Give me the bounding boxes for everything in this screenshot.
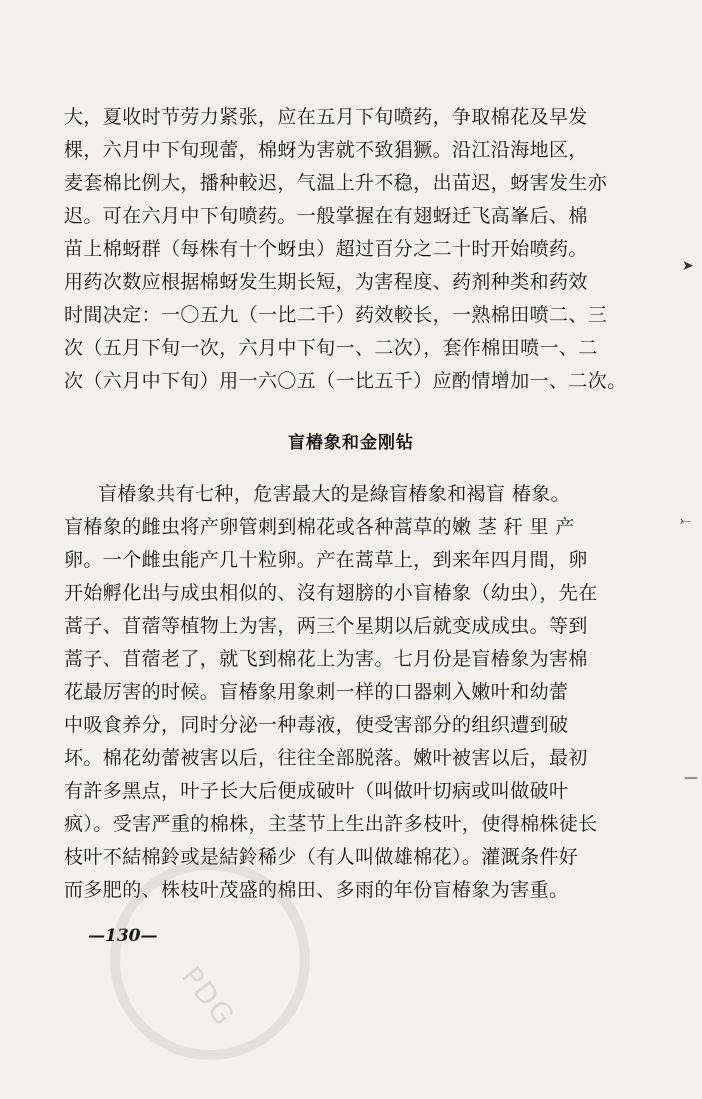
text-line: 大，夏收时节劳力紧张，应在五月下旬喷药，争取棉花及早发 [64,106,588,128]
text-line: 时間决定：一〇五九（一比二千）药效較长，一熟棉田喷二、三 [64,304,608,326]
text-line: 棵，六月中下旬现蕾，棉蚜为害就不致猖獗。沿江沿海地区， [64,139,588,161]
text-line: 坏。棉花幼蕾被害以后，往往全部脱落。嫩叶被害以后，最初 [64,747,588,769]
text-line: 开始孵化出与成虫相似的、沒有翅膀的小盲椿象（幼虫），先在 [64,582,598,604]
page-number: —130— [88,926,158,946]
text-line: 疯）。受害严重的棉株，主茎节上生出許多枝叶，使得棉株徒长 [64,813,598,835]
text-line: 次（五月下旬一次，六月中下旬一、二次），套作棉田喷一、二 [64,337,598,359]
text-line: 盲椿象共有七种，危害最大的是綠盲椿象和褐盲 椿象。 [98,483,571,505]
text-line: 次（六月中下旬）用一六〇五（一比五千）应酌情增加一、二次。 [64,370,627,392]
text-line: 盲椿象的雌虫将产卵管刺到棉花或各种蒿草的嫩 茎 秆 里 产 [64,516,575,538]
watermark-text: PDG [174,960,242,1033]
text-line: 中吸食养分，同时分泌一种毒液，使受害部分的组织遭到破 [64,714,569,736]
text-line: 枝叶不結棉鈴或是結鈴稀少（有人叫做雄棉花）。灌溉条件好 [64,846,579,868]
text-line: 而多肥的、株枝叶茂盛的棉田、多雨的年份盲椿象为害重。 [64,879,569,901]
text-line: 迟。可在六月中下旬喷药。一般掌握在有翅蚜迁飞高峯后、棉 [64,205,588,227]
text-line: 蒿子、苜蓿老了，就飞到棉花上为害。七月份是盲椿象为害棉 [64,648,588,670]
section-heading: 盲椿象和金刚钻 [288,433,414,453]
text-line: 蒿子、苜蓿等植物上为害，两三个星期以后就变成成虫。等到 [64,615,588,637]
text-line: 卵。一个雌虫能产几十粒卵。产在蒿草上，到来年四月間，卵 [64,549,588,571]
margin-mark: — [684,770,698,786]
margin-mark: ➤ [682,258,694,274]
text-line: 苗上棉蚜群（每株有十个蚜虫）超过百分之二十时开始喷药。 [64,238,588,260]
text-line: 花最厉害的时候。盲椿象用象刺一样的口器刺入嫩叶和幼蕾 [64,681,569,703]
text-line: 用药次数应根据棉蚜发生期长短，为害程度、药剂种类和药效 [64,271,588,293]
text-line: 有許多黑点，叶子长大后便成破叶（叫做叶切病或叫做破叶 [64,780,569,802]
text-line: 麦套棉比例大，播种較迟，气温上升不稳，出苗迟，蚜害发生亦 [64,172,608,194]
margin-mark: ⤚ [680,513,692,529]
